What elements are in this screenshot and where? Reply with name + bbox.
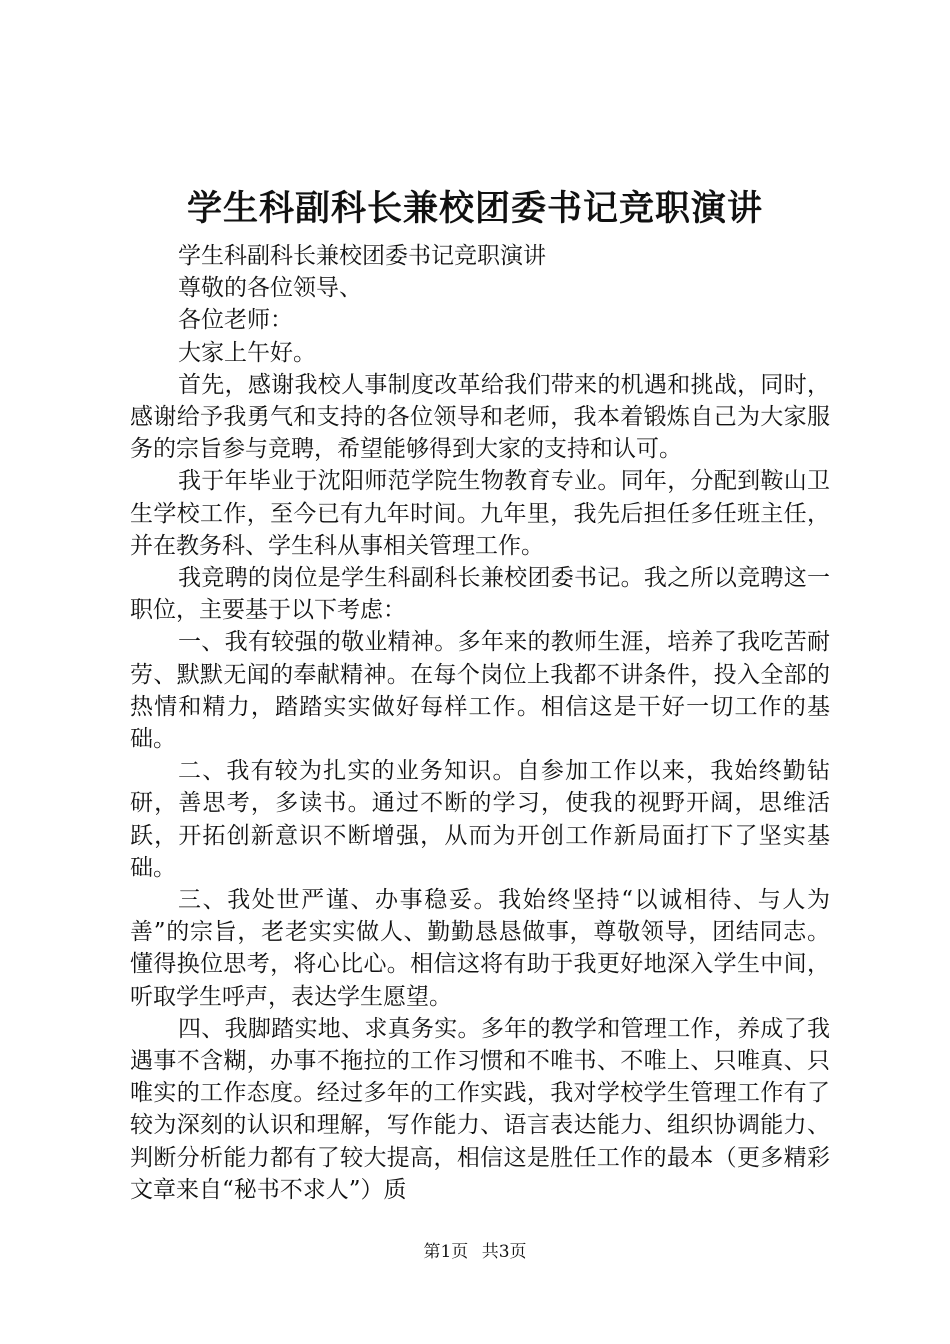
document-body [130,240,830,1206]
page-number: 第1页 [423,1242,469,1262]
paragraph-subtitle: 学生科副科长兼校团委书记竞职演讲 [178,243,546,269]
paragraph-point-one: 一、我有较强的敬业精神。多年来的教师生涯，培养了我吃苦耐劳、默默无闻的奉献精神。在每个岗位上我都不讲条件，投入全部的热情和精力，踏踏实实做好每样工作。相信这是干好一切工作的基础。 [130,629,830,753]
paragraph-position: 我竞聘的岗位是学生科副科长兼校团委书记。我之所以竞聘这一职位，主要基于以下考虑： [130,565,830,624]
paragraph-background: 我于年毕业于沈阳师范学院生物教育专业。同年，分配到鞍山卫生学校工作，至今已有九年时间。九年里，我先后担任多任班主任，并在教务科、学生科从事相关管理工作。 [130,468,830,559]
page-total: 共3页 [481,1242,527,1262]
page-footer [0,1240,950,1264]
paragraph-point-two: 二、我有较为扎实的业务知识。自参加工作以来，我始终勤钻研，善思考，多读书。通过不断的学习，使我的视野开阔，思维活跃，开拓创新意识不断增强，从而为开创工作新局面打下了坚实基础。 [130,758,830,881]
paragraph-salutation-leaders: 尊敬的各位领导、 [178,275,362,302]
document-title: 学生科副科长兼校团委书记竞职演讲 [186,188,763,229]
paragraph-point-four: 四、我脚踏实地、求真务实。多年的教学和管理工作，养成了我遇事不含糊，办事不拖拉的工作习惯和不唯书、不唯上、只唯真、只唯实的工作态度。经过多年的工作实践，我对学校学生管理工作有了较为深刻的认识和理解，写作能力、语言表达能力、组织协调能力、判断分析能力都有了较大提高，相信这是胜任工作的最本（更多精彩文章来自“秘书不求人”）质 [130,1015,830,1203]
paragraph-greeting: 大家上午好。 [178,339,316,366]
paragraph-salutation-teachers: 各位老师： [178,307,293,334]
paragraph-point-three: 三、我处世严谨、办事稳妥。我始终坚持“以诚相待、与人为善”的宗旨，老老实实做人、勤勤恳恳做事，尊敬领导，团结同志。懂得换位思考，将心比心。相信这将有助于我更好地深入学生中间，听取学生呼声，表达学生愿望。 [130,887,830,1010]
paragraph-thanks: 首先，感谢我校人事制度改革给我们带来的机遇和挑战，同时，感谢给予我勇气和支持的各位领导和老师，我本着锻炼自己为大家服务的宗旨参与竞聘，希望能够得到大家的支持和认可。 [130,371,830,463]
